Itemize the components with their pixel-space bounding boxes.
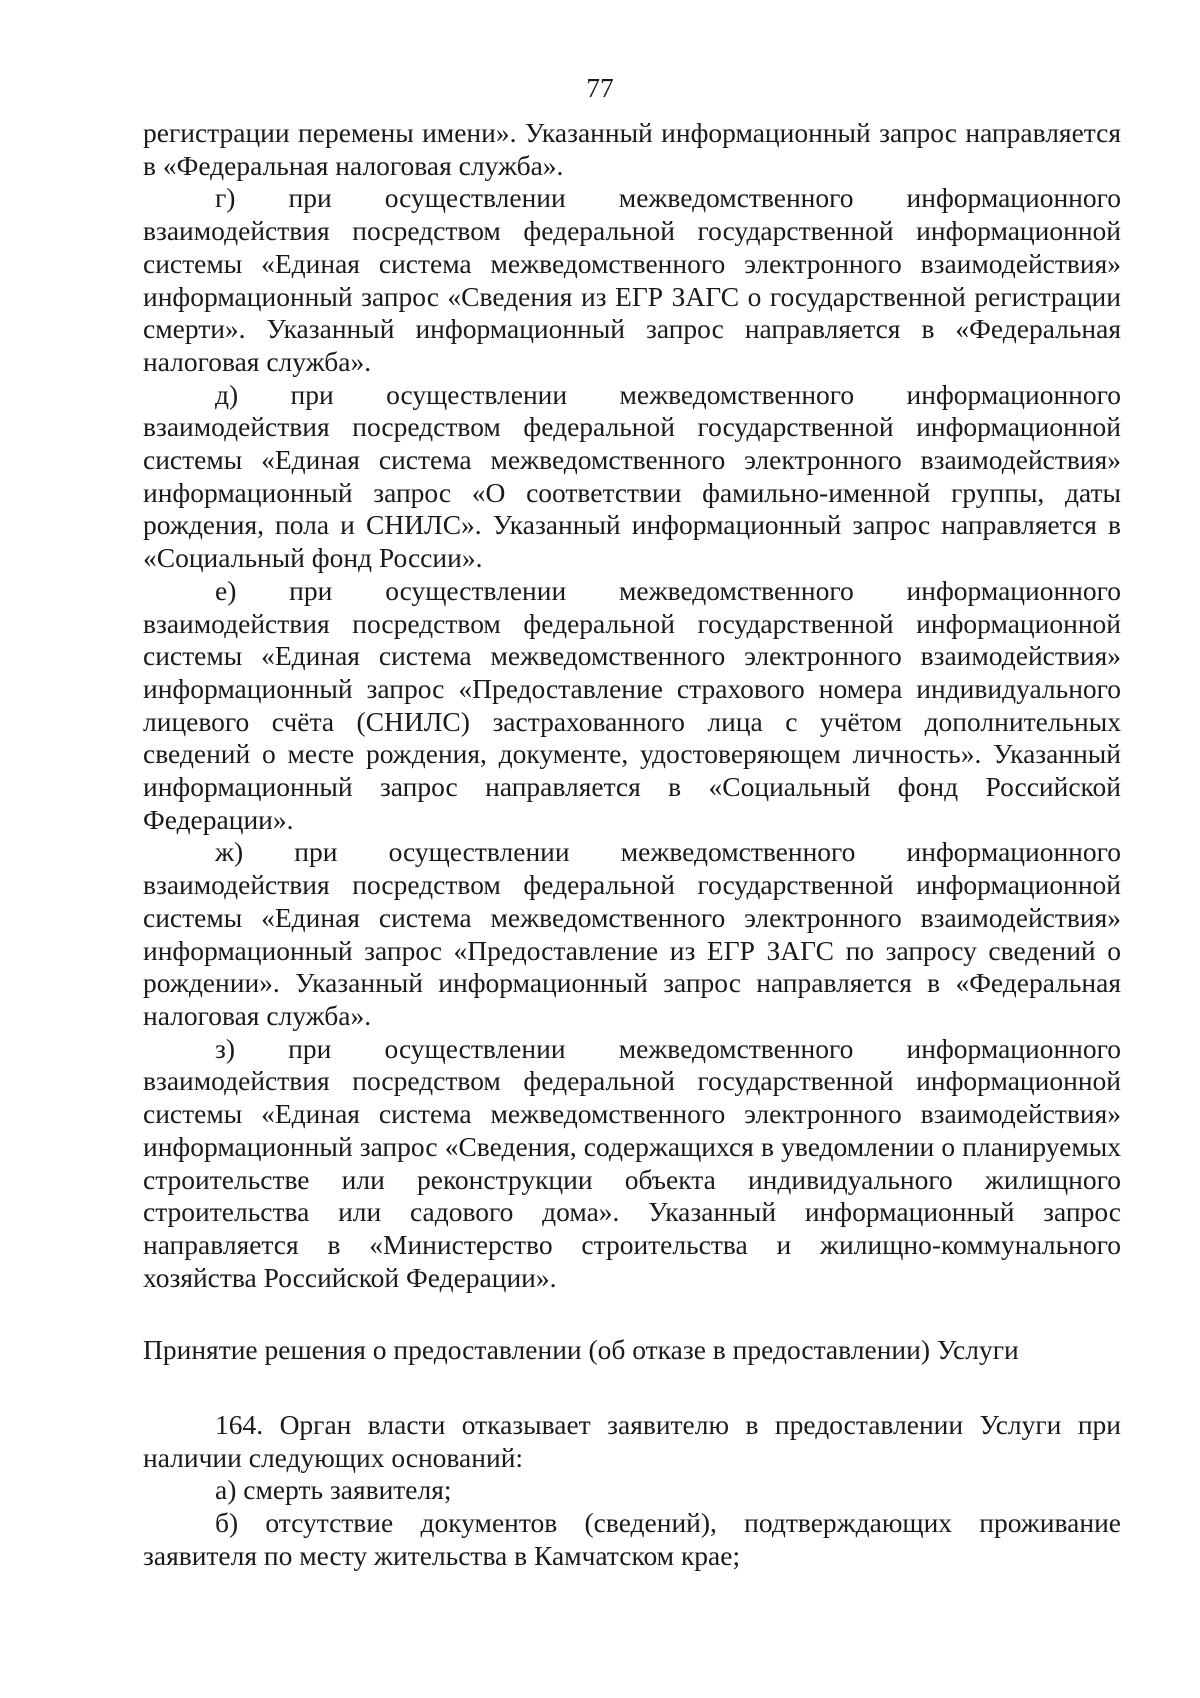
paragraph-item-e: е) при осуществлении межведомственного информационного взаимодействия посредством федеральной государственной информационной системы «Единая система межведомственного электронного взаимодействия» информационный запрос «Предоставление страхового номера индивидуального лицевого счёта (СНИЛС) застрахованного лица с учётом дополнительных сведений о месте рождения, документе, удостоверяющем личность». Указанный информационный запрос направляется в «Социальный фонд Российской Федерации». [143,574,1121,835]
page-number: 77 [586,72,614,103]
clause-item-a: а) смерть заявителя; [215,1474,452,1506]
paragraph-item-d: д) при осуществлении межведомственного информационного взаимодействия посредством федеральной государственной информационной системы «Единая система межведомственного электронного взаимодействия» информационный запрос «О соответствии фамильно-именной группы, даты рождения, пола и СНИЛС». Указанный информационный запрос направляется в «Социальный фонд России». [143,378,1121,574]
paragraph-item-zh: ж) при осуществлении межведомственного информационного взаимодействия посредством федеральной государственной информационной системы «Единая система межведомственного электронного взаимодействия» информационный запрос «Предоставление из ЕГР ЗАГС по запросу сведений о рождении». Указанный информационный запрос направляется в «Федеральная налоговая служба». [143,836,1121,1031]
paragraph-continuation: регистрации перемены имени». Указанный информационный запрос направляется в «Федеральная налоговая служба». [143,117,1121,181]
paragraph-item-g: г) при осуществлении межведомственного информационного взаимодействия посредством федеральной государственной информационной системы «Единая система межведомственного электронного взаимодействия» информационный запрос «Сведения из ЕГР ЗАГС о государственной регистрации смерти». Указанный информационный запрос направляется в «Федеральная налоговая служба». [143,182,1121,377]
paragraph-item-z: з) при осуществлении межведомственного информационного взаимодействия посредством федеральной государственной информационной системы «Единая система межведомственного электронного взаимодействия» информационный запрос «Сведения, содержащихся в уведомлении о планируемых строительстве или реконструкции объекта индивидуального жилищного строительства или садового дома». Указанный информационный запрос направляется в «Министерство строительства и жилищно-коммунального хозяйства Российской Федерации». [143,1032,1121,1293]
clause-164: 164. Орган власти отказывает заявителю в предоставлении Услуги при наличии следующих оснований: [143,1409,1121,1473]
section-heading: Принятие решения о предоставлении (об отказе в предоставлении) Услуги [143,1334,1019,1366]
document-body [143,117,1121,1573]
clause-item-b: б) отсутствие документов (сведений), подтверждающих проживание заявителя по месту жительства в Камчатском крае; [143,1507,1121,1571]
